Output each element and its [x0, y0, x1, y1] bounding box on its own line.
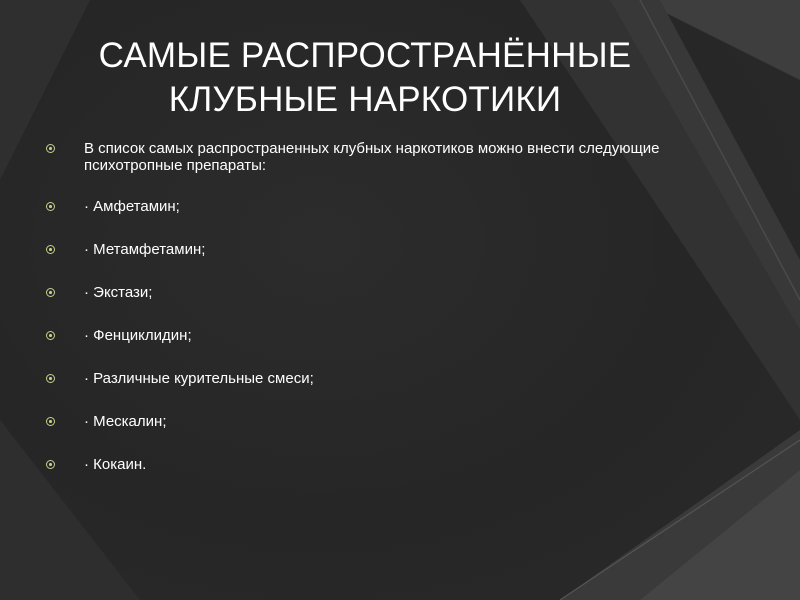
list-item-text: · Метамфетамин;: [84, 241, 206, 258]
list-item-text: · Мескалин;: [84, 413, 167, 430]
ring-bullet-icon: [46, 417, 55, 426]
intro-text: В список самых распространенных клубных наркотиков можно внести следующие психотропные препараты:: [84, 140, 660, 174]
list-item: [46, 284, 706, 301]
list-item: [46, 241, 706, 258]
list-item-text: · Амфетамин;: [84, 198, 180, 215]
ring-bullet-icon: [46, 288, 55, 297]
ring-bullet-icon: [46, 331, 55, 340]
list-item: [46, 327, 706, 344]
list-item: [46, 413, 706, 430]
title-line-1: САМЫЕ РАСПРОСТРАНЁННЫЕ: [98, 36, 632, 75]
ring-bullet-icon: [46, 202, 55, 211]
title-line-2: КЛУБНЫЕ НАРКОТИКИ: [168, 80, 562, 119]
slide-title: [0, 34, 730, 122]
list-item-text: · Экстази;: [84, 284, 153, 301]
bullet-list: [46, 140, 706, 499]
list-item: [46, 198, 706, 215]
ring-bullet-icon: [46, 460, 55, 469]
list-item-text: · Различные курительные смеси;: [84, 370, 314, 387]
ring-bullet-icon: [46, 374, 55, 383]
ring-bullet-icon: [46, 144, 55, 153]
list-item: [46, 370, 706, 387]
list-item-text: · Фенциклидин;: [84, 327, 192, 344]
list-item-intro: [46, 140, 706, 174]
ring-bullet-icon: [46, 245, 55, 254]
list-item: [46, 456, 706, 473]
list-item-text: · Кокаин.: [84, 456, 147, 473]
